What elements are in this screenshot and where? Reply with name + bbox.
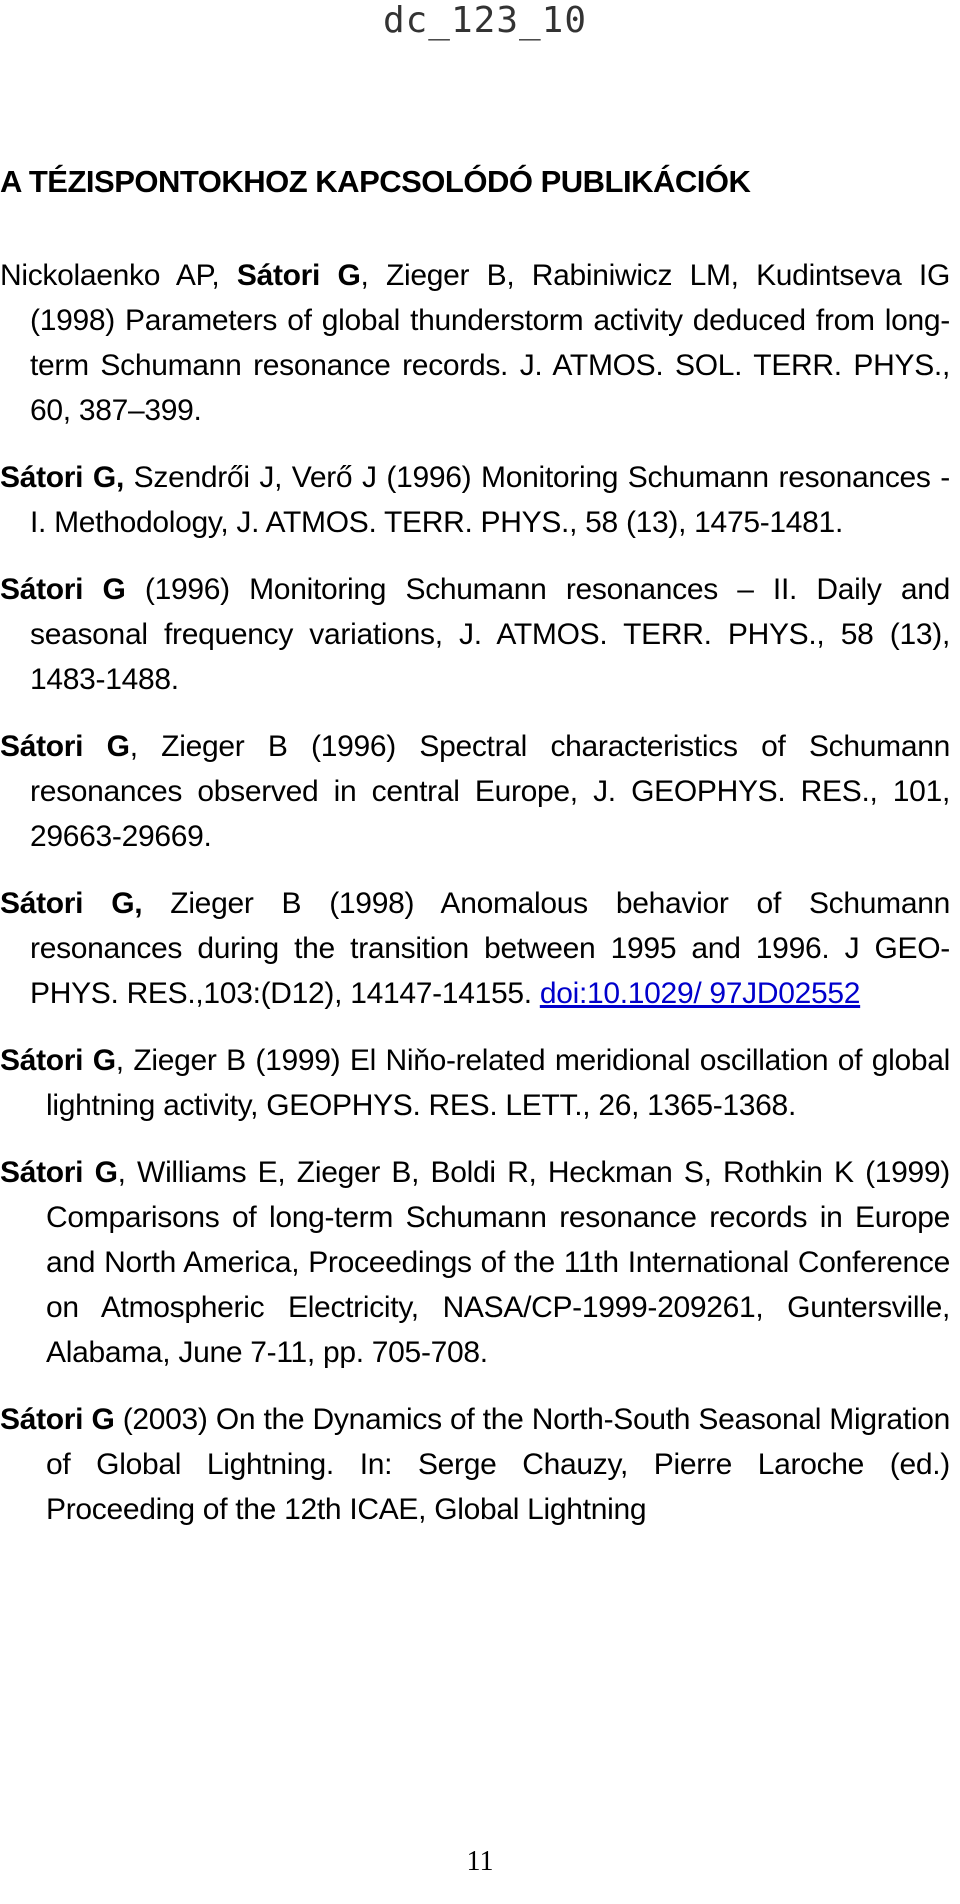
reference-list — [0, 253, 950, 1554]
reference-author: Sátori G, — [0, 461, 124, 494]
reference-item: Sátori G, Zieger B (1999) El Niňo-related meridional oscillation of global lightning activity, GEOPHYS. RES. LETT., 26, 1365-1368. — [0, 1044, 950, 1122]
reference-item: Sátori G, Zieger B (1998) Anomalous behavior of Schumann resonances during the transition between 1995 and 1996. J GEO-PHYS. RES.,103:(D12), 14147-14155. doi:10.1029/ 97JD02552 — [0, 887, 950, 1010]
section-heading: A TÉZISPONTOKHOZ KAPCSOLÓDÓ PUBLIKÁCIÓK — [0, 164, 751, 199]
reference-item: Sátori G, Szendrői J, Verő J (1996) Monitoring Schumann resonances - I. Methodology, J. ATMOS. TERR. PHYS., 58 (13), 1475-1481. — [0, 461, 950, 539]
reference-item: Sátori G (2003) On the Dynamics of the North-South Seasonal Migration of Global Lightning. In: Serge Chauzy, Pierre Laroche (ed.) Proceeding of the 12th ICAE, Global Lightning — [0, 1403, 950, 1526]
reference-author: Sátori G, — [0, 887, 143, 920]
reference-item: Nickolaenko AP, Sátori G, Zieger B, Rabiniwicz LM, Kudintseva IG (1998) Parameters of global thunderstorm activity deduced from long-term Schumann resonance records. J. ATMOS. SOL. TERR. PHYS., 60, 387–399. — [0, 259, 951, 427]
reference-author: Sátori G — [0, 573, 126, 606]
reference-item: Sátori G, Williams E, Zieger B, Boldi R, Heckman S, Rothkin K (1999) Comparisons of long-term Schumann resonance records in Europe and North America, Proceedings of the 11th International Conference on Atmospheric Electricity, NASA/CP-1999-209261, Guntersville, Alabama, June 7-11, pp. 705-708. — [0, 1156, 950, 1369]
reference-author: Sátori G — [0, 1044, 116, 1077]
document-id: dc_123_10 — [382, 0, 588, 41]
reference-author: Sátori G — [236, 259, 361, 292]
reference-author: Sátori G — [0, 1156, 118, 1189]
reference-author: Sátori G — [0, 1403, 115, 1436]
reference-item: Sátori G, Zieger B (1996) Spectral characteristics of Schumann resonances observed in central Europe, J. GEOPHYS. RES., 101, 29663-29669. — [0, 730, 950, 853]
page-number: 11 — [466, 1846, 494, 1877]
reference-author: Sátori G — [0, 730, 130, 763]
reference-item: Sátori G (1996) Monitoring Schumann resonances – II. Daily and seasonal frequency variations, J. ATMOS. TERR. PHYS., 58 (13), 1483-1488. — [0, 573, 950, 696]
doi-link[interactable]: doi:10.1029/ 97JD02552 — [539, 977, 861, 1010]
